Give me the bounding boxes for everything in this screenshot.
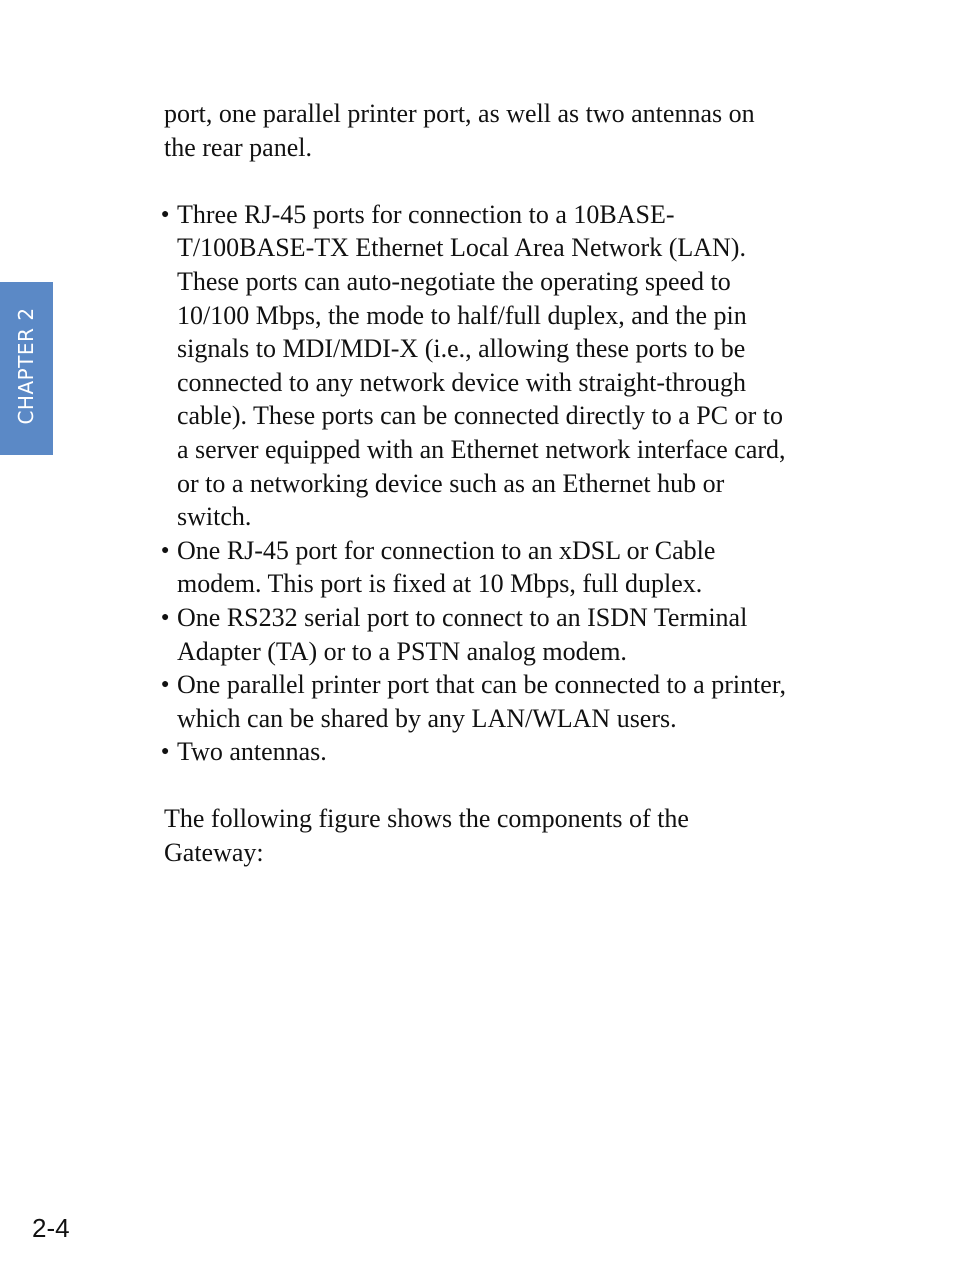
list-item-line: which can be shared by any LAN/WLAN users.	[177, 703, 677, 733]
list-item-line: switch.	[177, 502, 252, 532]
list-item-line: a server equipped with an Ethernet network interface card,	[177, 434, 786, 464]
outro-line: Gateway:	[164, 838, 264, 868]
list-item-line: Three RJ-45 ports for connection to a 10BASE-	[177, 199, 675, 229]
list-item-line: Two antennas.	[177, 737, 327, 767]
bullet-icon: ●	[161, 206, 170, 222]
list-item-text	[177, 198, 864, 534]
list-item	[161, 668, 864, 735]
list-item-line: Adapter (TA) or to a PSTN analog modem.	[177, 636, 627, 666]
page-number: 2-4	[32, 1213, 70, 1243]
outro-line: The following figure shows the components of the	[164, 804, 689, 834]
feature-list	[161, 198, 864, 769]
list-item-text	[177, 534, 864, 601]
list-item-line: modem. This port is fixed at 10 Mbps, full duplex.	[177, 569, 703, 599]
list-item-line: One parallel printer port that can be connected to a printer,	[177, 670, 786, 700]
list-item-line: One RJ-45 port for connection to an xDSL or Cable	[177, 535, 716, 565]
list-item	[161, 534, 864, 601]
bullet-icon: ●	[161, 542, 170, 558]
list-item	[161, 198, 864, 534]
list-item	[161, 601, 864, 668]
list-item-text	[177, 735, 864, 769]
intro-paragraph	[164, 97, 864, 164]
list-item-line: or to a networking device such as an Ethernet hub or	[177, 468, 725, 498]
list-item	[161, 735, 864, 769]
list-item-text	[177, 601, 864, 668]
list-item-line: These ports can auto-negotiate the operating speed to	[177, 266, 731, 296]
page-body	[161, 97, 864, 870]
list-item-line: signals to MDI/MDI-X (i.e., allowing these ports to be	[177, 334, 746, 364]
list-item-text	[177, 668, 864, 735]
list-item-line: One RS232 serial port to connect to an ISDN Terminal	[177, 602, 748, 632]
chapter-label: CHAPTER 2	[14, 307, 38, 425]
list-item-line: cable). These ports can be connected directly to a PC or to	[177, 401, 783, 431]
outro-paragraph	[164, 802, 864, 869]
paragraph-gap	[164, 769, 864, 803]
list-item-line: connected to any network device with straight-through	[177, 367, 746, 397]
bullet-icon: ●	[161, 744, 170, 760]
paragraph-gap	[164, 164, 864, 198]
list-item-line: T/100BASE-TX Ethernet Local Area Network (LAN).	[177, 233, 746, 263]
bullet-icon: ●	[161, 609, 170, 625]
intro-line: port, one parallel printer port, as well as two antennas on	[164, 99, 755, 128]
list-item-line: 10/100 Mbps, the mode to half/full duplex, and the pin	[177, 300, 747, 330]
intro-line: the rear panel.	[164, 132, 312, 162]
bullet-icon: ●	[161, 677, 170, 693]
